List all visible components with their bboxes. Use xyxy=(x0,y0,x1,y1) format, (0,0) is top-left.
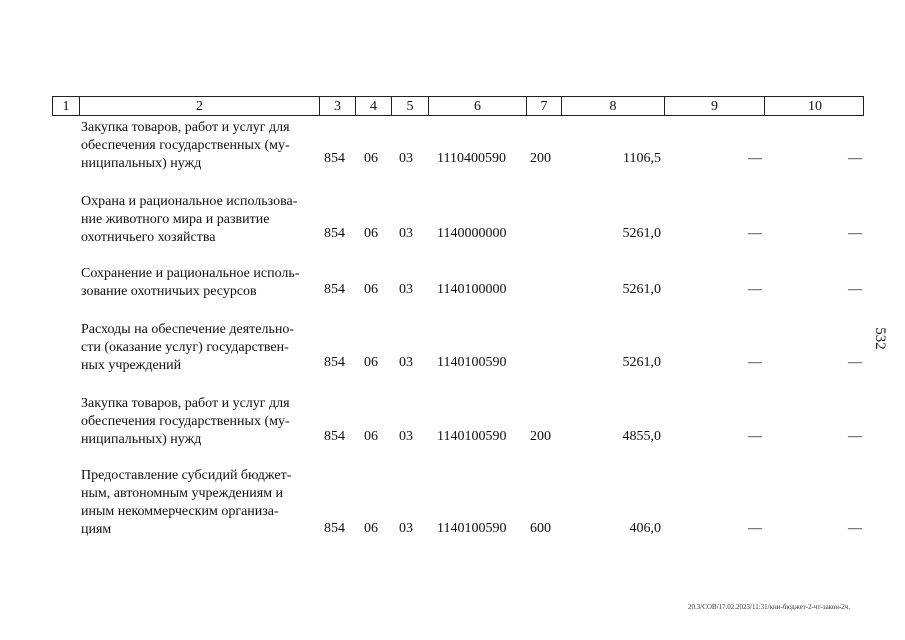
description-line: ние животного мира и развитие xyxy=(81,212,270,227)
col-6-value: 1140100590 xyxy=(437,521,507,536)
col-3-value: 854 xyxy=(324,151,345,166)
col-8-value: 5261,0 xyxy=(622,355,661,370)
col-10-value: — xyxy=(848,282,862,297)
col-9-value: — xyxy=(748,226,762,241)
header-cell-9: 9 xyxy=(665,97,765,115)
col-3-value: 854 xyxy=(324,429,345,444)
description-line: ных учреждений xyxy=(81,358,182,373)
col-4-value: 06 xyxy=(364,429,378,444)
description-line: иным некоммерческим организа- xyxy=(81,504,279,519)
col-6-value: 1140100590 xyxy=(437,429,507,444)
col-5-value: 03 xyxy=(399,355,413,370)
col-9-value: — xyxy=(748,151,762,166)
row-description xyxy=(81,193,317,247)
footer-code: 20.3/СОВ/17.02.2023/11:31/кни-бюджет-2-чт-закон-2ч. xyxy=(688,603,851,611)
description-line: ным, автономным учреждениям и xyxy=(81,486,284,501)
col-3-value: 854 xyxy=(324,282,345,297)
header-cell-3: 3 xyxy=(320,97,356,115)
col-8-value: 406,0 xyxy=(629,521,661,536)
col-3-value: 854 xyxy=(324,521,345,536)
col-10-value: — xyxy=(848,429,862,444)
col-7-value: 200 xyxy=(530,151,551,166)
col-3-value: 854 xyxy=(324,355,345,370)
col-10-value: — xyxy=(848,151,862,166)
row-description xyxy=(81,119,317,173)
row-description xyxy=(81,395,317,449)
col-6-value: 1140100000 xyxy=(437,282,507,297)
header-cell-4: 4 xyxy=(356,97,392,115)
col-5-value: 03 xyxy=(399,429,413,444)
col-9-value: — xyxy=(748,521,762,536)
row-description xyxy=(81,467,317,539)
description-line: Предоставление субсидий бюджет- xyxy=(81,468,292,483)
description-line: циям xyxy=(81,522,112,537)
description-line: охотничьего хозяйства xyxy=(81,230,216,245)
header-cell-7: 7 xyxy=(527,97,562,115)
header-cell-6: 6 xyxy=(429,97,527,115)
col-10-value: — xyxy=(848,521,862,536)
description-line: ниципальных) нужд xyxy=(81,432,202,447)
header-cell-8: 8 xyxy=(562,97,665,115)
description-line: обеспечения государственных (му- xyxy=(81,138,290,153)
table-header xyxy=(52,96,864,116)
col-8-value: 5261,0 xyxy=(622,226,661,241)
description-line: Расходы на обеспечение деятельно- xyxy=(81,322,294,337)
description-line: обеспечения государственных (му- xyxy=(81,414,290,429)
col-5-value: 03 xyxy=(399,521,413,536)
col-9-value: — xyxy=(748,355,762,370)
col-9-value: — xyxy=(748,429,762,444)
col-4-value: 06 xyxy=(364,521,378,536)
col-10-value: — xyxy=(848,355,862,370)
col-6-value: 1140000000 xyxy=(437,226,507,241)
col-10-value: — xyxy=(848,226,862,241)
row-description xyxy=(81,321,317,375)
col-7-value: 200 xyxy=(530,429,551,444)
description-line: ниципальных) нужд xyxy=(81,156,202,171)
col-9-value: — xyxy=(748,282,762,297)
page-number: 532 xyxy=(871,327,888,350)
col-8-value: 1106,5 xyxy=(623,151,661,166)
header-cell-2: 2 xyxy=(80,97,320,115)
col-4-value: 06 xyxy=(364,282,378,297)
header-cell-5: 5 xyxy=(392,97,429,115)
col-4-value: 06 xyxy=(364,226,378,241)
col-5-value: 03 xyxy=(399,226,413,241)
col-5-value: 03 xyxy=(399,151,413,166)
description-line: Закупка товаров, работ и услуг для xyxy=(81,120,290,135)
col-4-value: 06 xyxy=(364,355,378,370)
description-line: сти (оказание услуг) государствен- xyxy=(81,340,289,355)
col-8-value: 5261,0 xyxy=(622,282,661,297)
col-4-value: 06 xyxy=(364,151,378,166)
description-line: Закупка товаров, работ и услуг для xyxy=(81,396,290,411)
header-cell-1: 1 xyxy=(53,97,80,115)
col-5-value: 03 xyxy=(399,282,413,297)
description-line: зование охотничьих ресурсов xyxy=(81,284,257,299)
col-6-value: 1140100590 xyxy=(437,355,507,370)
description-line: Охрана и рациональное использова- xyxy=(81,194,298,209)
col-3-value: 854 xyxy=(324,226,345,241)
col-8-value: 4855,0 xyxy=(622,429,661,444)
row-description xyxy=(81,265,317,301)
description-line: Сохранение и рациональное исполь- xyxy=(81,266,300,281)
col-7-value: 600 xyxy=(530,521,551,536)
header-cell-10: 10 xyxy=(808,99,822,114)
col-6-value: 1110400590 xyxy=(437,151,506,166)
